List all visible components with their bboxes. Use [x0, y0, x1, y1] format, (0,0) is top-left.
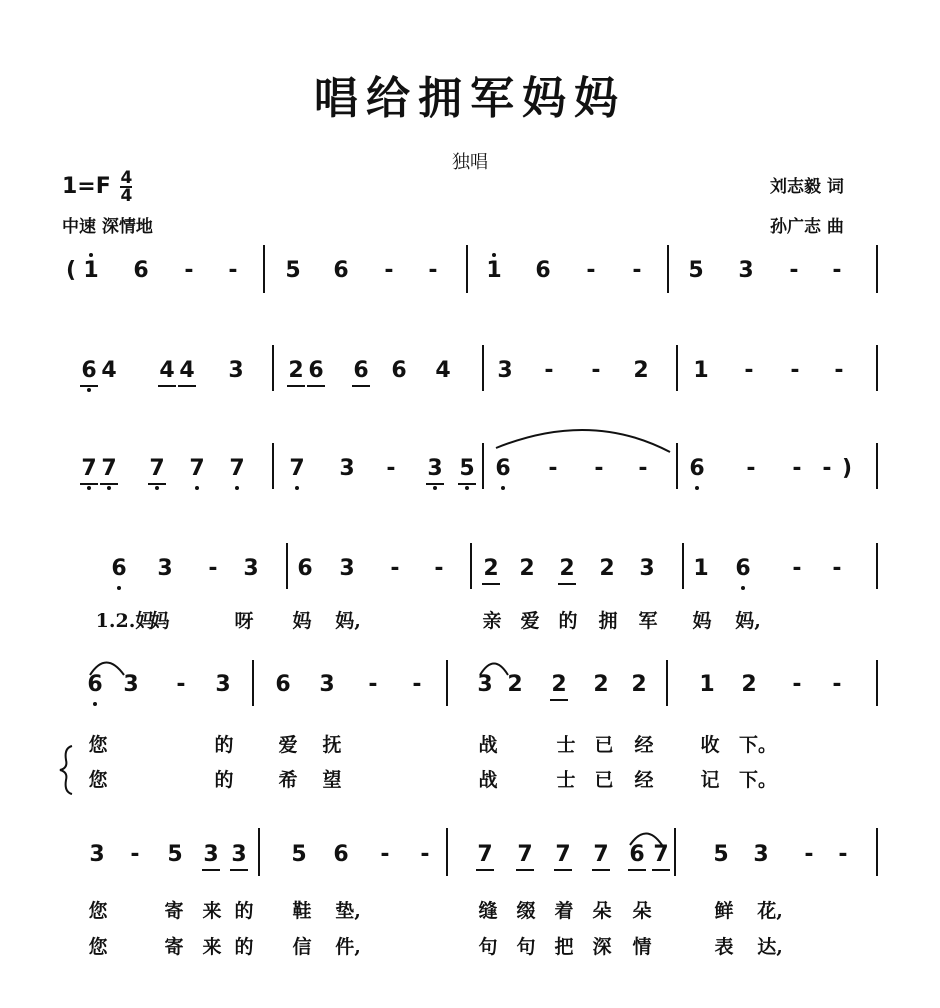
lyric-syllable: 深	[592, 936, 612, 958]
lyric-syllable: 战	[478, 734, 498, 756]
note-symbol: 6	[735, 556, 751, 581]
note-symbol: 2	[559, 556, 575, 581]
lyric-syllable: 缀	[516, 900, 536, 922]
lyric-syllable: 鲜	[714, 900, 734, 922]
lyric-syllable: 把	[554, 936, 574, 958]
lyric-syllable: 抚	[322, 734, 342, 756]
tempo-marking: 中速 深情地	[62, 217, 153, 237]
note-symbol: (	[65, 258, 77, 283]
lyric-syllable: 鞋	[292, 900, 312, 922]
note-symbol: 3	[215, 672, 231, 697]
note-symbol: 2	[519, 556, 535, 581]
note-symbol: -	[420, 842, 430, 867]
lyric-syllable: 记	[700, 769, 720, 791]
note-symbol: -	[228, 258, 238, 283]
note-symbol: -	[632, 258, 642, 283]
note-symbol: 3	[89, 842, 105, 867]
note-symbol: 7	[229, 456, 245, 481]
lyric-syllable: 寄	[164, 900, 184, 922]
lyric-syllable: 您	[88, 769, 108, 791]
note-symbol: 5	[285, 258, 301, 283]
note-symbol: 6	[81, 358, 97, 383]
lyric-syllable: 已	[594, 734, 614, 756]
lyric-syllable: 朵	[592, 900, 612, 922]
lyric-syllable: 您	[88, 734, 108, 756]
note-symbol: -	[838, 842, 848, 867]
lyric-syllable: 来	[202, 900, 222, 922]
lyric-syllable: 收	[700, 734, 720, 756]
lyric-syllable: 的	[234, 936, 254, 958]
note-symbol: 1	[693, 358, 709, 383]
note-symbol: 3	[319, 672, 335, 697]
note-symbol: 2	[631, 672, 647, 697]
note-symbol: 3	[123, 672, 139, 697]
composer: 孙广志 曲	[770, 217, 844, 237]
lyric-syllable: 望	[322, 769, 342, 791]
row6-barlines	[258, 828, 878, 876]
note-symbol: -	[792, 672, 802, 697]
note-symbol: -	[792, 456, 802, 481]
lyric-syllable: 妈,	[735, 610, 761, 632]
row2-barlines	[272, 345, 878, 391]
lyric-syllable: 士	[556, 734, 576, 756]
note-symbol: -	[412, 672, 422, 697]
lyric-syllable: 妈	[292, 610, 312, 632]
note-symbol: -	[822, 456, 832, 481]
note-symbol: 7	[593, 842, 609, 867]
lyric-syllable: 士	[556, 769, 576, 791]
slur-row5-a	[90, 663, 124, 676]
note-symbol: 5	[167, 842, 183, 867]
note-symbol: 7	[189, 456, 205, 481]
note-symbol: 6	[308, 358, 324, 383]
note-symbol: 2	[633, 358, 649, 383]
note-symbol: 4	[179, 358, 195, 383]
tie-slur-row3	[496, 430, 670, 452]
lyric-syllable: 寄	[164, 936, 184, 958]
note-symbol: 4	[101, 358, 117, 383]
note-symbol: -	[832, 258, 842, 283]
lyric-syllable: 句	[478, 936, 498, 958]
note-symbol: -	[428, 258, 438, 283]
note-symbol: 6	[689, 456, 705, 481]
note-symbol: 6	[495, 456, 511, 481]
note-symbol: 2	[483, 556, 499, 581]
lyric-syllable: 下。	[738, 734, 777, 756]
note-symbol: 6	[391, 358, 407, 383]
note-symbol: 2	[551, 672, 567, 697]
note-symbol: -	[790, 358, 800, 383]
note-symbol: 3	[203, 842, 219, 867]
row1-barlines	[263, 245, 878, 293]
note-symbol: 2	[593, 672, 609, 697]
lyric-syllable: 亲	[482, 610, 502, 632]
lyric-syllable: 爱	[520, 610, 540, 632]
note-symbol: 3	[639, 556, 655, 581]
note-symbol: 2	[288, 358, 304, 383]
lyric-syllable: 表	[714, 936, 734, 958]
lyric-syllable: 军	[638, 610, 658, 632]
note-symbol: -	[832, 672, 842, 697]
lyric-syllable: 垫,	[335, 900, 361, 922]
note-symbol: 4	[159, 358, 175, 383]
time-top: 4	[120, 168, 133, 188]
note-symbol: -	[368, 672, 378, 697]
note-symbol: 1	[699, 672, 715, 697]
note-symbol: )	[841, 456, 853, 481]
note-symbol: 5	[291, 842, 307, 867]
note-symbol: 7	[81, 456, 97, 481]
note-symbol: -	[380, 842, 390, 867]
note-symbol: -	[832, 556, 842, 581]
note-symbol: 5	[688, 258, 704, 283]
lyric-syllable: 呀	[234, 610, 254, 632]
lyric-syllable: 句	[516, 936, 536, 958]
lyric-syllable: 您	[88, 936, 108, 958]
note-symbol: 7	[101, 456, 117, 481]
lyric-syllable: 朵	[632, 900, 652, 922]
row3-barlines	[272, 443, 878, 489]
lyric-syllable: 1.2.妈	[95, 610, 155, 632]
performance-type: 独唱	[452, 152, 488, 173]
note-symbol: 1	[486, 258, 502, 283]
lyric-syllable: 爱	[278, 734, 298, 756]
note-symbol: -	[594, 456, 604, 481]
key-text: 1=F	[62, 174, 111, 199]
note-symbol: 3	[231, 842, 247, 867]
song-title: 唱给拥军妈妈	[314, 73, 626, 124]
note-symbol: -	[638, 456, 648, 481]
note-symbol: 6	[87, 672, 103, 697]
lyric-syllable: 的	[234, 900, 254, 922]
note-symbol: -	[390, 556, 400, 581]
lyric-syllable: 花,	[757, 900, 783, 922]
lyric-syllable: 件,	[335, 936, 361, 958]
verse-brace	[60, 746, 72, 794]
note-symbol: 3	[339, 456, 355, 481]
note-symbol: 3	[738, 258, 754, 283]
note-symbol: -	[208, 556, 218, 581]
lyric-syllable: 经	[634, 769, 654, 791]
lyric-syllable: 已	[594, 769, 614, 791]
note-symbol: 7	[653, 842, 669, 867]
slur-row6	[630, 834, 662, 846]
note-symbol: 7	[289, 456, 305, 481]
note-symbol: 7	[149, 456, 165, 481]
note-symbol: 2	[599, 556, 615, 581]
note-symbol: 6	[535, 258, 551, 283]
note-symbol: -	[548, 456, 558, 481]
note-symbol: 3	[497, 358, 513, 383]
lyric-syllable: 达,	[757, 936, 783, 958]
note-symbol: -	[746, 456, 756, 481]
note-symbol: -	[434, 556, 444, 581]
note-symbol: 7	[555, 842, 571, 867]
note-symbol: 6	[133, 258, 149, 283]
note-symbol: 1	[83, 258, 99, 283]
note-symbol: -	[834, 358, 844, 383]
note-symbol: 5	[713, 842, 729, 867]
note-symbol: -	[744, 358, 754, 383]
note-symbol: -	[386, 456, 396, 481]
note-symbol: -	[384, 258, 394, 283]
lyric-syllable: 下。	[738, 769, 777, 791]
lyric-syllable: 希	[278, 769, 298, 791]
note-symbol: -	[176, 672, 186, 697]
note-symbol: 3	[477, 672, 493, 697]
note-symbol: 3	[228, 358, 244, 383]
note-symbol: -	[792, 556, 802, 581]
lyric-syllable: 来	[202, 936, 222, 958]
note-symbol: 5	[459, 456, 475, 481]
note-symbol: 3	[157, 556, 173, 581]
lyric-syllable: 妈,	[335, 610, 361, 632]
lyric-syllable: 的	[558, 610, 578, 632]
lyricist: 刘志毅 词	[770, 177, 844, 197]
note-symbol: -	[591, 358, 601, 383]
note-symbol: 7	[477, 842, 493, 867]
note-symbol: -	[789, 258, 799, 283]
note-symbol: -	[586, 258, 596, 283]
lyric-syllable: 妈	[150, 610, 170, 632]
note-symbol: 3	[243, 556, 259, 581]
note-symbol: 6	[629, 842, 645, 867]
lyric-syllable: 战	[478, 769, 498, 791]
row5-barlines	[252, 660, 878, 706]
note-symbol: 7	[517, 842, 533, 867]
note-symbol: 6	[353, 358, 369, 383]
note-symbol: 3	[753, 842, 769, 867]
note-symbol: 4	[435, 358, 451, 383]
note-symbol: 6	[333, 842, 349, 867]
note-symbol: -	[130, 842, 140, 867]
note-symbol: 3	[427, 456, 443, 481]
note-symbol: 2	[507, 672, 523, 697]
note-symbol: 6	[111, 556, 127, 581]
slur-row5-b	[480, 664, 508, 676]
lyric-syllable: 情	[632, 936, 652, 958]
row4-barlines	[286, 543, 878, 589]
lyric-syllable: 着	[554, 900, 574, 922]
lyric-syllable: 妈	[692, 610, 712, 632]
note-symbol: 6	[275, 672, 291, 697]
lyric-syllable: 缝	[478, 900, 498, 922]
note-symbol: 2	[741, 672, 757, 697]
note-symbol: 6	[297, 556, 313, 581]
note-symbol: 1	[693, 556, 709, 581]
lyric-syllable: 经	[634, 734, 654, 756]
lyric-syllable: 的	[214, 769, 234, 791]
lyric-syllable: 信	[292, 936, 312, 958]
note-symbol: -	[184, 258, 194, 283]
lyric-syllable: 拥	[598, 610, 618, 632]
lyric-syllable: 您	[88, 900, 108, 922]
time-bottom: 4	[120, 186, 133, 206]
note-symbol: 3	[339, 556, 355, 581]
note-symbol: -	[804, 842, 814, 867]
lyric-syllable: 的	[214, 734, 234, 756]
note-symbol: 6	[333, 258, 349, 283]
note-symbol: -	[544, 358, 554, 383]
